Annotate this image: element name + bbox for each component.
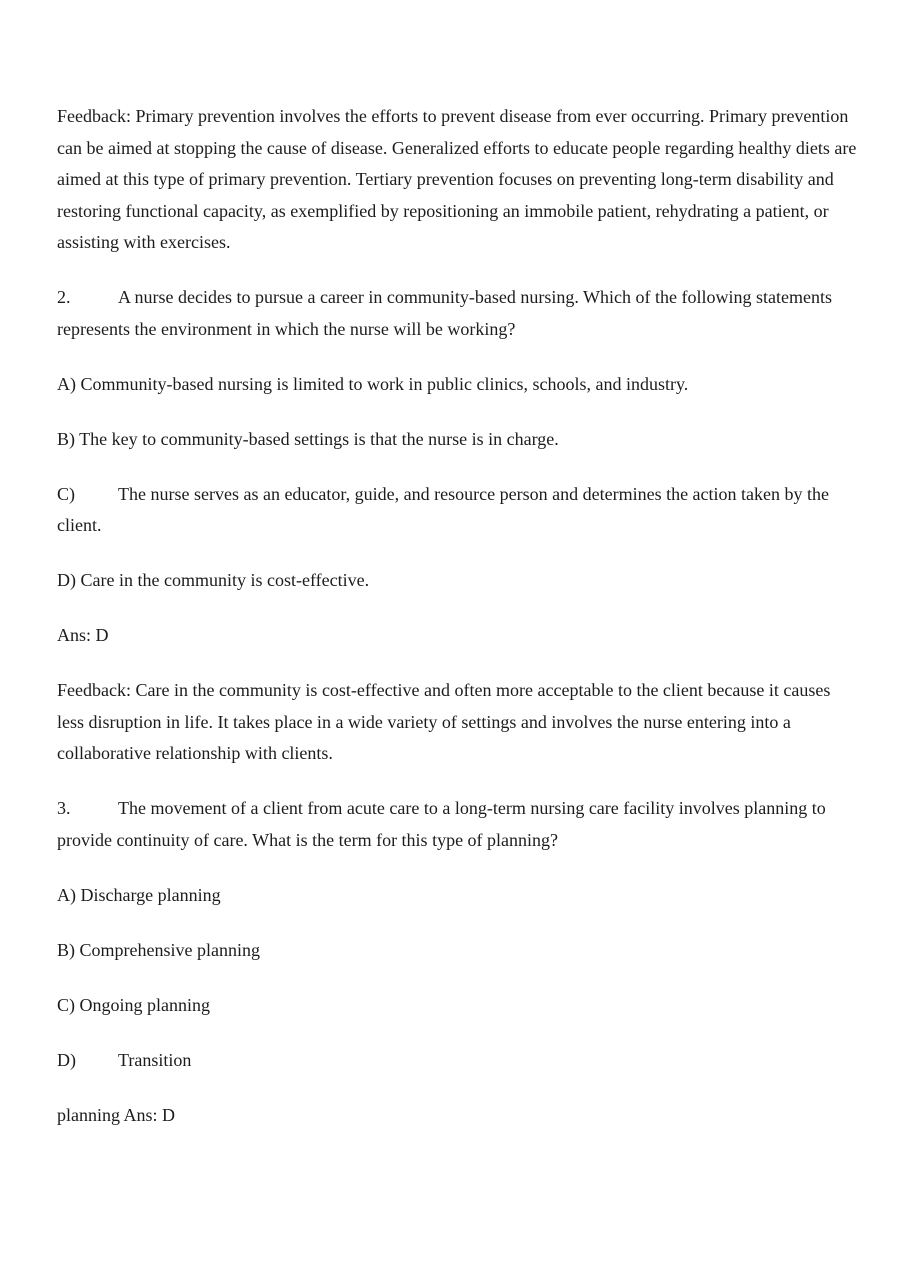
question-2-option-a: A) Community-based nursing is limited to work in public clinics, schools, and industry. (57, 373, 689, 394)
question-3-text: The movement of a client from acute care to a long-term nursing care facility involves planning to provide continuity of care. What is the term for this type of planning? (57, 798, 826, 850)
question-2-option-c (57, 479, 858, 542)
question-3-number: 3. (57, 798, 71, 818)
question-3-option-d (57, 1045, 858, 1077)
question-2-number: 2. (57, 287, 71, 307)
question-2-option-c-text: The nurse serves as an educator, guide, and resource person and determines the action taken by the client. (57, 483, 830, 535)
answer-question-2: Ans: D (57, 625, 109, 645)
question-2-option-b: B) The key to community-based settings is that the nurse is in charge. (57, 428, 559, 449)
question-2-option-c-letter: C) (57, 483, 75, 504)
question-2 (57, 282, 858, 345)
feedback-paragraph-1: Feedback: Primary prevention involves the efforts to prevent disease from ever occurring. Primary prevention can be aimed at stopping the cause of disease. Generalized efforts to educate people regarding healthy diets are aimed at this type of primary prevention. Tertiary prevention focuses on preventing long-term disability and restoring functional capacity, as exemplified by repositioning an immobile patient, rehydrating a patient, or assisting with exercises. (57, 106, 857, 252)
feedback-paragraph-2: Feedback: Care in the community is cost-effective and often more acceptable to the client because it causes less disruption in life. It takes place in a wide variety of settings and involves the nurse entering into a collaborative relationship with clients. (57, 680, 831, 763)
question-3-option-b: B) Comprehensive planning (57, 939, 260, 960)
question-3-option-d-text: Transition (118, 1049, 192, 1070)
question-3-option-d-letter: D) (57, 1049, 76, 1070)
question-2-text: A nurse decides to pursue a career in community-based nursing. Which of the following statements represents the environment in which the nurse will be working? (57, 287, 832, 339)
question-2-option-d: D) Care in the community is cost-effective. (57, 570, 370, 590)
question-3 (57, 793, 858, 856)
question-3-option-a: A) Discharge planning (57, 884, 221, 905)
question-3-option-c: C) Ongoing planning (57, 994, 210, 1015)
continuation-answer-paragraph: planning Ans: D (57, 1104, 176, 1125)
